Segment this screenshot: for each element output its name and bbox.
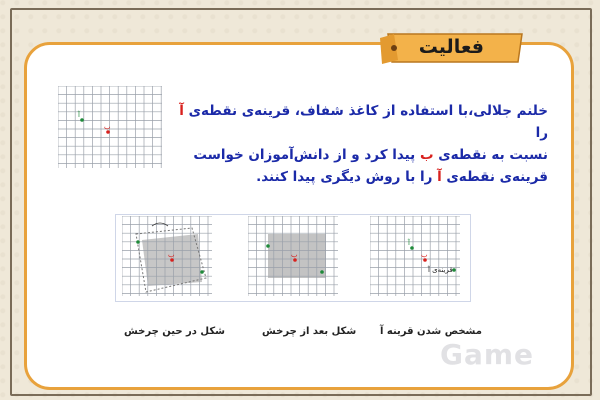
point-b-label: ب xyxy=(421,251,428,259)
point-a-marker xyxy=(136,240,140,244)
grid-lines xyxy=(370,216,460,296)
point-a-marker xyxy=(410,246,414,250)
symmetric-point-marker xyxy=(452,268,456,272)
point-b-label: ب xyxy=(168,251,175,259)
grid-during-rotation xyxy=(122,216,214,298)
symmetric-label: قرینه‌ی آ xyxy=(428,266,453,274)
text-line-1: خلنم جلالی،با استفاده از کاغذ شفاف، قرینه‌ی نقطه‌ی آ را xyxy=(179,103,548,141)
grid-symmetric-found xyxy=(370,216,462,298)
point-a-marker xyxy=(266,244,270,248)
point-a-image-marker xyxy=(320,270,324,274)
point-a-image-marker xyxy=(200,270,204,274)
point-a-label: آ xyxy=(78,111,80,119)
example-grid xyxy=(58,86,164,170)
point-a-marker xyxy=(80,118,84,122)
caption-after-rotation: شکل بعد از چرخش xyxy=(262,326,357,337)
grid-after-rotation xyxy=(248,216,340,298)
text-line-2: نسبت به نقطه‌ی ب پیدا کرد و از دانش‌آموزان خواست xyxy=(193,147,548,163)
caption-during-rotation: شکل در حین چرخش xyxy=(124,326,225,337)
watermark-logo: Game xyxy=(440,338,535,371)
point-b-label: ب xyxy=(104,123,111,131)
caption-symmetric-found: مشخص شدن قرینه آ xyxy=(380,326,482,337)
point-b-label: ب xyxy=(291,251,298,259)
point-a-label: آ xyxy=(408,239,410,247)
page-title: فعالیت xyxy=(418,36,484,58)
text-line-3: قرینه‌ی نقطه‌ی آ را با روش دیگری پیدا کنند. xyxy=(256,169,548,185)
activity-text xyxy=(178,100,548,188)
tab-pin-icon xyxy=(391,45,397,51)
